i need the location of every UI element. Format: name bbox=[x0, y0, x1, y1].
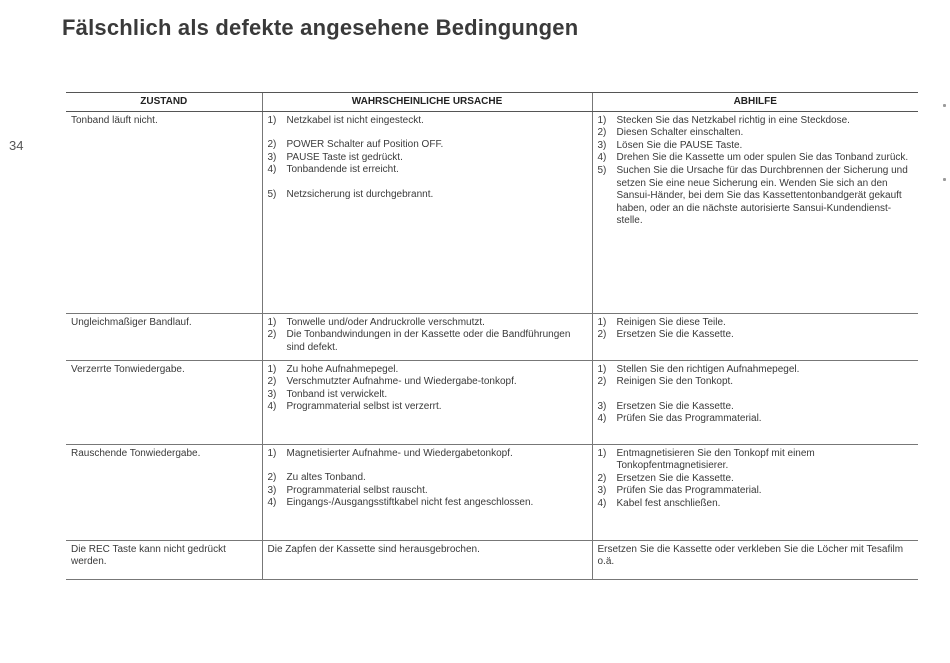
item-number: 4) bbox=[597, 413, 607, 425]
table-row bbox=[66, 540, 918, 579]
item-text: Magnetisierter Aufnahme- und Wiedergabetonkopf. bbox=[286, 447, 513, 459]
item-text: Die Tonbandwindungen in der Kassette oder die Bandführungen sind defekt. bbox=[286, 329, 571, 353]
item-text: Netzkabel ist nicht eingesteckt. bbox=[286, 114, 424, 126]
item-text: Prüfen Sie das Programmaterial. bbox=[616, 413, 762, 425]
item-text: PAUSE Taste ist gedrückt. bbox=[286, 151, 403, 163]
item-text: Programmaterial selbst ist verzerrt. bbox=[286, 401, 442, 413]
cause-cell: Die Zapfen der Kassette sind herausgebrochen. bbox=[262, 540, 592, 579]
cause-item bbox=[268, 115, 588, 128]
edge-mark-1 bbox=[943, 104, 946, 107]
condition-cell: Rauschende Tonwiedergabe. bbox=[66, 444, 262, 540]
item-number: 2) bbox=[597, 127, 607, 139]
remedy-item bbox=[598, 165, 915, 228]
remedy-cell bbox=[592, 111, 918, 313]
item-number: 1) bbox=[267, 316, 277, 328]
remedy-item bbox=[598, 140, 915, 153]
condition-cell: Ungleichmaßiger Bandlauf. bbox=[66, 313, 262, 360]
item-number: 4) bbox=[267, 164, 277, 176]
item-number: 3) bbox=[267, 151, 277, 163]
item-number: 1) bbox=[597, 447, 607, 459]
cause-item bbox=[268, 164, 588, 177]
cause-cell bbox=[262, 111, 592, 313]
item-number: 2) bbox=[267, 139, 277, 151]
item-text: Ersetzen Sie die Kassette. bbox=[616, 400, 734, 412]
table-row bbox=[66, 111, 918, 313]
item-number: 5) bbox=[267, 188, 277, 200]
cause-item bbox=[268, 376, 588, 389]
item-text: Zu altes Tonband. bbox=[286, 472, 366, 484]
condition-cell: Tonband läuft nicht. bbox=[66, 111, 262, 313]
remedy-item bbox=[598, 317, 915, 330]
item-text: Reinigen Sie den Tonkopt. bbox=[616, 376, 734, 388]
item-number: 4) bbox=[267, 497, 277, 509]
item-number: 3) bbox=[267, 484, 277, 496]
item-text: Kabel fest anschließen. bbox=[616, 497, 721, 509]
header-remedy: ABHILFE bbox=[592, 93, 918, 112]
table-row bbox=[66, 313, 918, 360]
item-text: Tonwelle und/oder Andruckrolle verschmutzt. bbox=[286, 316, 485, 328]
item-number: 4) bbox=[267, 401, 277, 413]
condition-cell: Verzerrte Tonwiedergabe. bbox=[66, 360, 262, 444]
item-text: Reinigen Sie diese Teile. bbox=[616, 316, 726, 328]
item-number: 2) bbox=[267, 472, 277, 484]
cause-item bbox=[268, 329, 588, 354]
remedy-item bbox=[598, 448, 915, 473]
item-number: 3) bbox=[267, 388, 277, 400]
remedy-cell bbox=[592, 360, 918, 444]
item-text: Prüfen Sie das Programmaterial. bbox=[616, 485, 762, 497]
remedy-item bbox=[598, 115, 915, 128]
remedy-item bbox=[598, 329, 915, 342]
item-number: 2) bbox=[597, 329, 607, 341]
item-text: Programmaterial selbst rauscht. bbox=[286, 484, 428, 496]
item-number: 2) bbox=[267, 329, 277, 341]
item-number: 1) bbox=[597, 316, 607, 328]
cause-item bbox=[268, 152, 588, 165]
remedy-item bbox=[598, 364, 915, 377]
remedy-item bbox=[598, 413, 915, 426]
item-number: 1) bbox=[267, 447, 277, 459]
remedy-cell: Ersetzen Sie die Kassette oder verkleben Sie die Löcher mit Tesafilm o.ä. bbox=[592, 540, 918, 579]
item-text: Eingangs-/Ausgangsstiftkabel nicht fest angeschlossen. bbox=[286, 497, 534, 509]
remedy-item bbox=[598, 498, 915, 511]
cause-item bbox=[268, 448, 588, 461]
item-number: 2) bbox=[267, 376, 277, 388]
item-number: 2) bbox=[597, 472, 607, 484]
cause-item bbox=[268, 139, 588, 152]
table-row bbox=[66, 360, 918, 444]
item-text: Verschmutzter Aufnahme- und Wiedergabe-tonkopf. bbox=[286, 376, 517, 388]
cause-item bbox=[268, 389, 588, 402]
header-condition: ZUSTAND bbox=[66, 93, 262, 112]
item-number: 3) bbox=[597, 485, 607, 497]
item-text: Ersetzen Sie die Kassette. bbox=[616, 472, 734, 484]
cause-item bbox=[268, 485, 588, 498]
item-text: Diesen Schalter einschalten. bbox=[616, 127, 744, 139]
item-number: 2) bbox=[597, 376, 607, 388]
item-text: Lösen Sie die PAUSE Taste. bbox=[616, 139, 743, 151]
cause-item bbox=[268, 472, 588, 485]
item-number: 4) bbox=[597, 152, 607, 164]
item-text: Entmagnetisieren Sie den Tonkopf mit einem Tonkopfentmagnetisierer. bbox=[616, 447, 815, 472]
item-text: Ersetzen Sie die Kassette. bbox=[616, 329, 734, 341]
item-number: 1) bbox=[267, 114, 277, 126]
item-number: 3) bbox=[597, 139, 607, 151]
item-text: Stellen Sie den richtigen Aufnahmepegel. bbox=[616, 363, 800, 375]
cause-item bbox=[268, 497, 588, 510]
remedy-item bbox=[598, 401, 915, 414]
header-cause: WAHRSCHEINLICHE URSACHE bbox=[262, 93, 592, 112]
cause-item bbox=[268, 364, 588, 377]
page-number: 34 bbox=[9, 138, 24, 153]
cause-cell bbox=[262, 360, 592, 444]
condition-cell: Die REC Taste kann nicht gedrückt werden. bbox=[66, 540, 262, 579]
item-number: 5) bbox=[597, 164, 607, 176]
item-number: 3) bbox=[597, 400, 607, 412]
remedy-item bbox=[598, 485, 915, 498]
item-text: Zu hohe Aufnahmepegel. bbox=[286, 363, 399, 375]
item-number: 1) bbox=[597, 114, 607, 126]
remedy-cell bbox=[592, 444, 918, 540]
item-text: Tonband ist verwickelt. bbox=[286, 388, 388, 400]
remedy-item bbox=[598, 473, 915, 486]
table-header-row bbox=[66, 93, 918, 112]
troubleshooting-table bbox=[66, 92, 918, 580]
item-text: POWER Schalter auf Position OFF. bbox=[286, 139, 444, 151]
item-number: 1) bbox=[267, 363, 277, 375]
cause-cell bbox=[262, 444, 592, 540]
table-row bbox=[66, 444, 918, 540]
cause-item bbox=[268, 317, 588, 330]
page-title: Fälschlich als defekte angesehene Bedingungen bbox=[62, 15, 579, 40]
item-number: 4) bbox=[597, 497, 607, 509]
item-text: Netzsicherung ist durchgebrannt. bbox=[286, 188, 434, 200]
remedy-item bbox=[598, 127, 915, 140]
remedy-cell bbox=[592, 313, 918, 360]
item-number: 1) bbox=[597, 363, 607, 375]
item-text: Tonbandende ist erreicht. bbox=[286, 164, 399, 176]
remedy-item bbox=[598, 152, 915, 165]
cause-item bbox=[268, 401, 588, 414]
remedy-item bbox=[598, 376, 915, 389]
edge-mark-2 bbox=[943, 178, 946, 181]
cause-item bbox=[268, 189, 588, 202]
item-text: Suchen Sie die Ursache für das Durchbrennen der Sicherung und setzen Sie eine neue Sicherung ein. Wenden Sie sich an den Sansui-Händer, bei dem Sie das Kassettentonbandgerät gekauft haben, oder an die nächste autorisierte Sansui-Kundendienst-stelle. bbox=[616, 164, 908, 227]
item-text: Stecken Sie das Netzkabel richtig in eine Steckdose. bbox=[616, 114, 850, 126]
cause-cell bbox=[262, 313, 592, 360]
item-text: Drehen Sie die Kassette um oder spulen Sie das Tonband zurück. bbox=[616, 152, 909, 164]
